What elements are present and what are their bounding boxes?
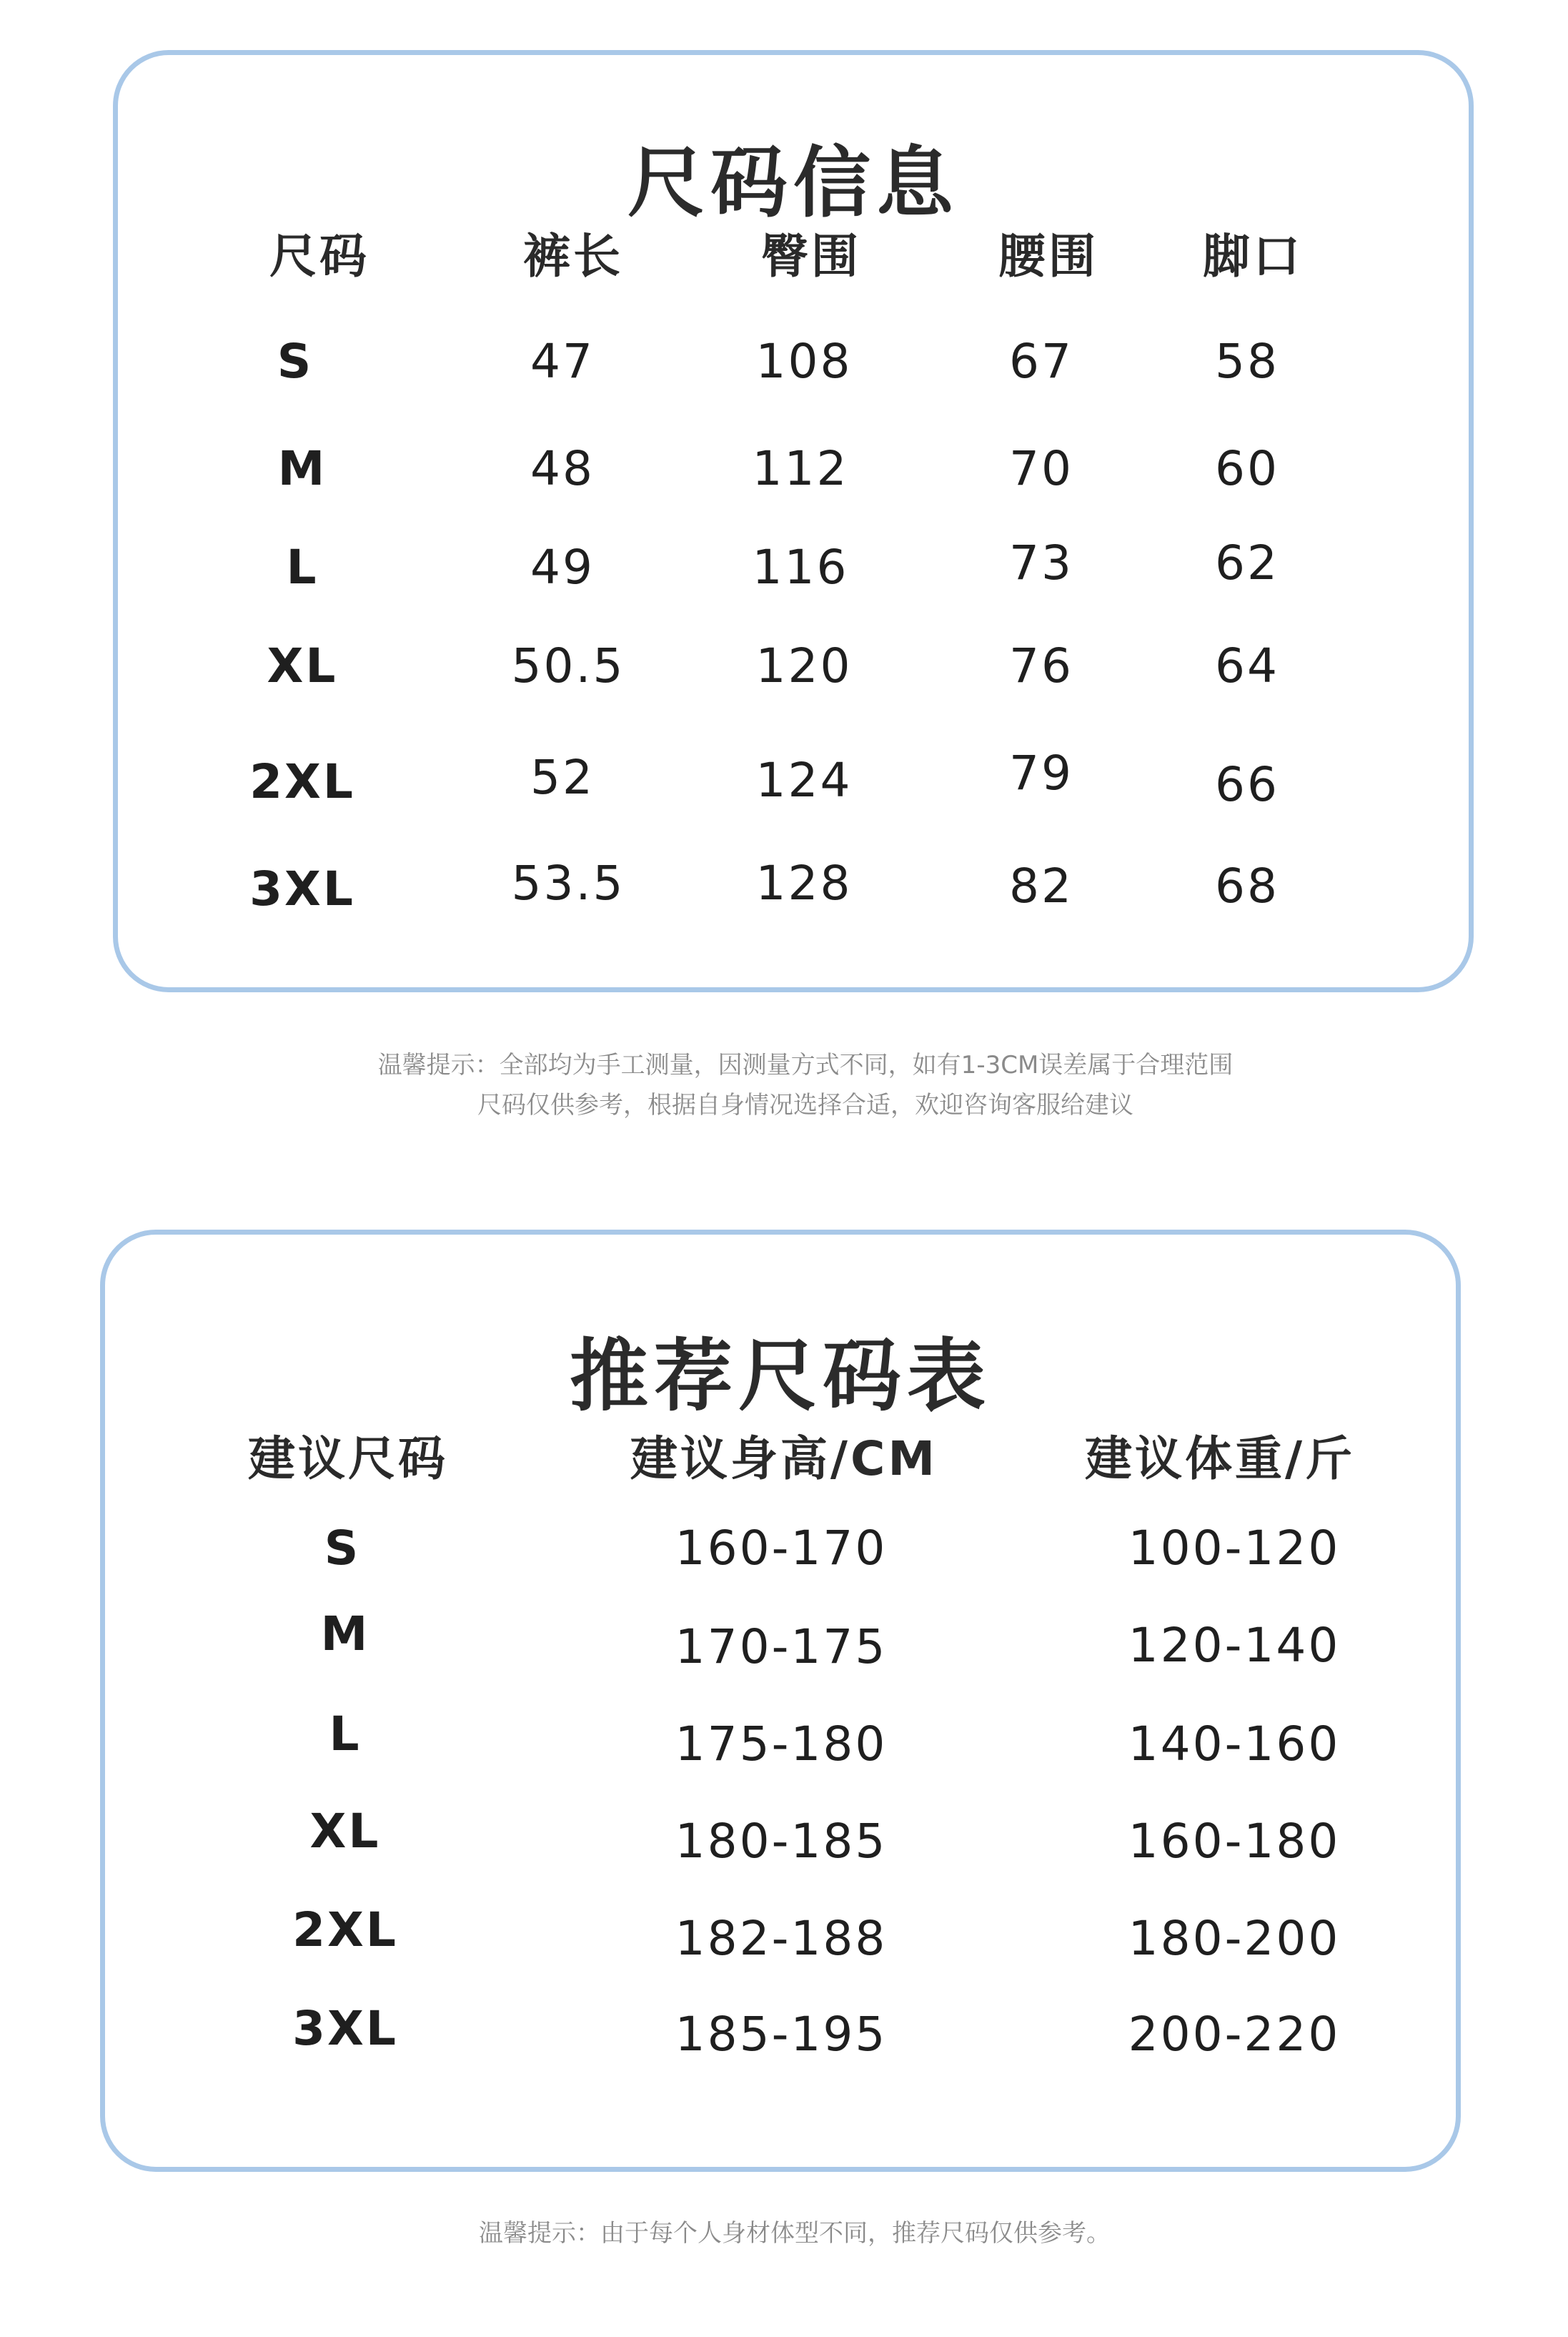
size-cell: S bbox=[277, 334, 314, 389]
value-cell: 79 bbox=[1009, 746, 1073, 801]
size-cell: 3XL bbox=[249, 861, 355, 916]
size-info-note bbox=[43, 1045, 1568, 1125]
size-info-header: 尺码 bbox=[269, 229, 369, 284]
value-cell: 82 bbox=[1009, 859, 1073, 914]
value-cell: 73 bbox=[1009, 535, 1073, 591]
size-cell: 2XL bbox=[292, 1902, 398, 1957]
value-cell: 140-160 bbox=[1128, 1716, 1341, 1772]
size-info-title: 尺码信息 bbox=[627, 139, 959, 228]
value-cell: 47 bbox=[530, 334, 595, 389]
value-cell: 160-170 bbox=[675, 1521, 888, 1576]
value-cell: 64 bbox=[1215, 638, 1279, 693]
recommend-header: 建议尺码 bbox=[248, 1431, 448, 1486]
size-cell: 3XL bbox=[292, 2001, 398, 2056]
size-info-header: 臀围 bbox=[761, 229, 861, 284]
value-cell: 60 bbox=[1215, 441, 1279, 496]
recommend-title: 推荐尺码表 bbox=[570, 1330, 991, 1422]
size-cell: L bbox=[329, 1706, 362, 1762]
recommend-header: 建议身高/CM bbox=[630, 1431, 938, 1486]
value-cell: 100-120 bbox=[1128, 1521, 1341, 1576]
value-cell: 180-200 bbox=[1128, 1911, 1341, 1966]
size-info-header: 裤长 bbox=[523, 229, 623, 284]
value-cell: 62 bbox=[1215, 535, 1279, 591]
value-cell: 108 bbox=[755, 334, 853, 389]
value-cell: 50.5 bbox=[511, 638, 625, 693]
value-cell: 112 bbox=[752, 441, 849, 496]
value-cell: 66 bbox=[1215, 757, 1279, 812]
note-line: 温馨提示：全部均为手工测量，因测量方式不同，如有1-3CM误差属于合理范围 bbox=[377, 1051, 1234, 1079]
value-cell: 128 bbox=[755, 856, 853, 911]
value-cell: 52 bbox=[530, 750, 595, 805]
recommend-header: 建议体重/斤 bbox=[1084, 1431, 1356, 1486]
recommend-card bbox=[100, 1230, 1461, 2172]
size-cell: S bbox=[324, 1521, 361, 1576]
value-cell: 53.5 bbox=[511, 856, 625, 911]
value-cell: 160-180 bbox=[1128, 1814, 1341, 1869]
size-cell: M bbox=[277, 441, 327, 496]
value-cell: 124 bbox=[755, 753, 853, 808]
value-cell: 175-180 bbox=[675, 1716, 888, 1772]
value-cell: 120-140 bbox=[1128, 1618, 1341, 1673]
value-cell: 120 bbox=[755, 638, 853, 693]
value-cell: 200-220 bbox=[1128, 2007, 1341, 2062]
size-cell: 2XL bbox=[249, 754, 355, 809]
value-cell: 182-188 bbox=[675, 1911, 888, 1966]
value-cell: 68 bbox=[1215, 859, 1279, 914]
value-cell: 49 bbox=[530, 540, 595, 595]
value-cell: 58 bbox=[1215, 334, 1279, 389]
size-cell: L bbox=[286, 540, 319, 595]
value-cell: 76 bbox=[1009, 638, 1073, 693]
recommend-note: 温馨提示：由于每个人身材体型不同，推荐尺码仅供参考。 bbox=[479, 2219, 1111, 2248]
size-cell: XL bbox=[309, 1804, 381, 1859]
size-cell: XL bbox=[267, 638, 338, 693]
value-cell: 48 bbox=[530, 441, 595, 496]
value-cell: 67 bbox=[1009, 334, 1073, 389]
value-cell: 116 bbox=[752, 540, 849, 595]
size-info-card bbox=[113, 50, 1474, 992]
note-line: 尺码仅供参考，根据自身情况选择合适，欢迎咨询客服给建议 bbox=[477, 1091, 1133, 1120]
size-info-header: 腰围 bbox=[998, 229, 1098, 284]
value-cell: 180-185 bbox=[675, 1814, 888, 1869]
value-cell: 170-175 bbox=[675, 1619, 888, 1674]
size-cell: M bbox=[320, 1606, 370, 1661]
value-cell: 185-195 bbox=[675, 2007, 888, 2062]
value-cell: 70 bbox=[1009, 441, 1073, 496]
size-info-header: 脚口 bbox=[1203, 229, 1303, 284]
